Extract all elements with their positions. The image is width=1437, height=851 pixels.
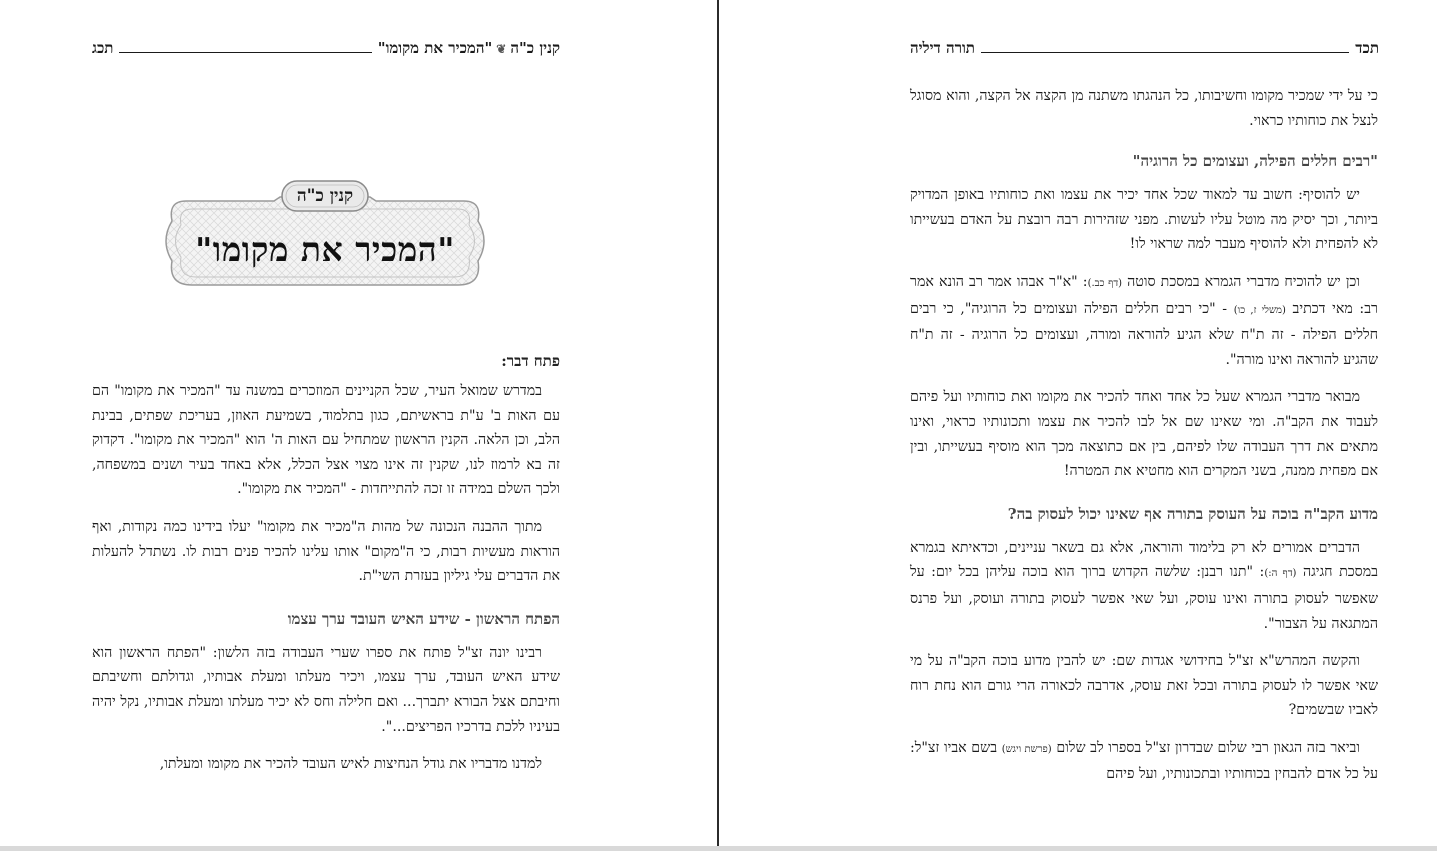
chapter-label: קנין כ"ה <box>510 39 560 57</box>
paragraph <box>910 536 1378 636</box>
left-body <box>92 352 560 790</box>
paragraph: מבואר מדברי הגמרא שעל כל אחד ואחד להכיר את מקומו ואת כוחותיו ועל פיהם לעבוד את הקב"ה. ומי שאינו שם אל לבו להכיר את עצמו ותכונותיו כראוי, ואינו מתאים את דרך העבודה שלו לפיהם, בין אם כתוצאה מכך הוא מוסיף בעשייתו, ובין אם מפחית ממנה, בשני המקרים הוא מחטיא את המטרה! <box>910 389 1378 480</box>
chapter-title-badge <box>158 177 492 305</box>
opening-label: פתח דבר: <box>501 352 560 370</box>
text-run: : "א"ר אבהו אמר רב הונא אמר רב: מאי דכתיב <box>910 273 1379 317</box>
text-run: וכן יש להוכיח מדברי הגמרא במסכת סוטה <box>1127 273 1360 290</box>
paragraph: והקשה המהרש"א זצ"ל בחידושי אגדות שם: יש להבין מדוע בוכה הקב"ה על מי שאי אפשר לו לעסוק בתורה ובכל זאת עוסק, אדרבה לכאורה הרי גורם הוא נחת רוח לאביו שבשמים? <box>910 653 1378 719</box>
page-number: תכד <box>1355 39 1379 57</box>
source-reference: (דף כב.) <box>1087 277 1123 289</box>
paragraph: למדנו מדבריו את גודל הנחיצות לאיש העובד להכיר את מקומו ומעלתו, <box>159 756 542 773</box>
paragraph: כי על ידי שמכיר מקומו וחשיבותו, כל הנהגתו משתנה מן הקצה אל הקצה, והוא מסוגל לנצל את כוחותיו כראוי. <box>910 88 1378 129</box>
paragraph: מתוך ההבנה הנכונה של מהות ה"מכיר את מקומו" יעלו בידינו כמה נקודות, ואף הוראות מעשיות רבות, כי ה"מקום" אותו עלינו להכיר פנים רבות לו. נשתדל להעלות את הדברים עלי גיליון בעזרת השי"ת. <box>92 518 560 585</box>
text-run: וביאר בזה הגאון רבי שלום שבדרון זצ"ל בספרו לב שלום <box>1056 739 1361 756</box>
section-heading: מדוע הקב"ה בוכה על העוסק בתורה אף שאינו יכול לעסוק בה? <box>1007 504 1378 523</box>
paragraph: יש להוסיף: חשוב עד למאוד שכל אחד יכיר את עצמו ואת כוחותיו באופן המדויק ביותר, וכך יסיק מה מוטל עליו לעשות. מפני שזהירות רבה רובצת על האדם בעשייתו לא להפחית ולא להוסיף מעבר למה שראוי לו! <box>910 187 1378 253</box>
header-rule <box>981 52 1349 53</box>
book-title: תורה דיליה <box>910 39 975 57</box>
right-body <box>910 84 1378 800</box>
section-heading: הפתח הראשון - שידע האיש העובד ערך עצמו <box>287 609 560 628</box>
left-running-header <box>92 34 560 58</box>
paragraph <box>910 736 1378 787</box>
right-running-header <box>910 34 1379 58</box>
source-reference: (משלי ז, כו) <box>1233 304 1286 316</box>
paragraph: במדרש שמואל העיר, שכל הקניינים המוזכרים במשנה עד "המכיר את מקומו" הם עם האות ב' ע"ת בראשיתם, כגון בתלמוד, בשמיעת האוזן, בעריכת שפתים, בבינת הלב, וכן הלאה. הקנין הראשון שמתחיל עם האות ה' הוא "המכיר את מקומו". דקדוק זה בא לרמוז לנו, שקנין זה אינו מצוי אצל הכלל, אלא באחד בעיר ושנים במשפחה, ולכך השלם במידה זו זכה להתייחדות - "המכיר את מקומו". <box>92 383 560 498</box>
text-run: - "כי רבים חללים הפילה ועצומים כל הרוגיה", כי רבים חללים הפילה - זה ת"ח שלא הגיע להוראה ומורה, ועצומים כל הרוגיה - זה ת"ח שהגיע להוראה ואינו מורה". <box>910 300 1378 368</box>
page-number: תכג <box>92 39 114 57</box>
paragraph: רבינו יונה זצ"ל פותח את ספרו שערי העבודה בזה הלשון: "הפתח הראשון הוא שידע האיש העובד, ערך עצמו, ויכיר מעלתו ומעלת אבותיו, וגדולתם וחשיבתם וחיבתם אצל הבורא יתברך... ואם חלילה וחס לא יכיר מעלתו ומעלת אבותיו, נקל יהיה בעיניו ללכת בדרכיו הפריצים...". <box>92 644 560 735</box>
leaf-ornament-icon: ❦ <box>496 42 507 56</box>
left-page <box>0 0 716 846</box>
section-heading: "רבים חללים הפילה, ועצומים כל הרוגיה" <box>1132 152 1378 171</box>
badge-chapter-label: קנין כ"ה <box>296 186 354 206</box>
right-page <box>720 0 1437 846</box>
text-run: הדברים אמורים לא רק בלימוד והוראה, אלא גם בשאר עניינים, וכדאיתא בגמרא במסכת חגיגה <box>910 539 1378 581</box>
source-reference: (פרשת ויגש) <box>1001 743 1052 755</box>
paragraph <box>910 270 1378 372</box>
header-title: "המכיר את מקומו" <box>377 39 493 57</box>
badge-title: "המכיר את מקומו" <box>195 230 455 269</box>
text-run: : "תנו רבנן: שלשה הקדוש ברוך הוא בוכה עליהן בכל יום: על שאפשר לעסוק בתורה ואינו עוסק, ועל שאי אפשר לעסוק בתורה ועוסק, ועל פרנס המתגאה על הצבור". <box>910 564 1378 632</box>
source-reference: (דף ה:) <box>1264 568 1297 580</box>
page-bottom-edge <box>0 846 1437 851</box>
text-run: בשם אביו זצ"ל: על כל אדם להבחין בכוחותיו ובתכונותיו, ועל פיהם <box>910 739 1378 783</box>
book-spine <box>717 0 719 851</box>
header-rule <box>119 52 371 53</box>
